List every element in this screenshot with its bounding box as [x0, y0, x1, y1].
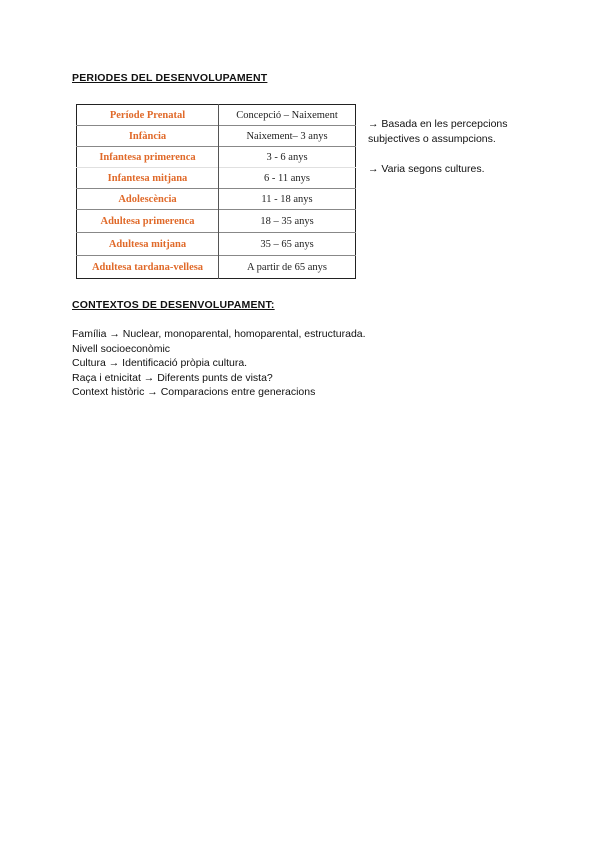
contexts-list — [72, 327, 366, 400]
development-periods-table — [76, 104, 356, 279]
note-subjective: → Basada en les percepcions subjectives o assumpcions. — [368, 118, 508, 145]
period-name: Adolescència — [77, 189, 219, 210]
period-range: 3 - 6 anys — [219, 147, 356, 168]
period-range: Naixement– 3 anys — [219, 126, 356, 147]
table-row — [77, 168, 356, 189]
contexts-heading: CONTEXTOS DE DESENVOLUPAMENT: — [72, 299, 275, 311]
periods-notes — [368, 117, 548, 192]
period-range: A partir de 65 anys — [219, 256, 356, 279]
table-row — [77, 105, 356, 126]
period-range: 35 – 65 anys — [219, 233, 356, 256]
period-name: Període Prenatal — [77, 105, 219, 126]
period-range: 6 - 11 anys — [219, 168, 356, 189]
period-name: Infància — [77, 126, 219, 147]
period-name: Adultesa mitjana — [77, 233, 219, 256]
table-row — [77, 256, 356, 279]
period-range: 18 – 35 anys — [219, 210, 356, 233]
context-line: Nivell socioeconòmic — [72, 342, 171, 355]
period-range: 11 - 18 anys — [219, 189, 356, 210]
table-row — [77, 189, 356, 210]
context-line: Cultura → Identificació pròpia cultura. — [72, 357, 248, 369]
context-line: Context històric → Comparacions entre generacions — [72, 386, 316, 398]
table-row — [77, 210, 356, 233]
context-line: Raça i etnicitat → Diferents punts de vista? — [72, 371, 273, 384]
period-range: Concepció – Naixement — [236, 109, 338, 121]
periods-heading: PERIODES DEL DESENVOLUPAMENT — [72, 72, 268, 84]
context-line: Família → Nuclear, monoparental, homoparental, estructurada. — [72, 328, 366, 340]
table-row — [77, 126, 356, 147]
period-name: Adultesa primerenca — [77, 210, 219, 233]
table-row — [77, 147, 356, 168]
period-name: Adultesa tardana-vellesa — [77, 256, 219, 279]
period-name: Infantesa primerenca — [77, 147, 219, 168]
table-row — [77, 233, 356, 256]
period-name: Infantesa mitjana — [77, 168, 219, 189]
note-cultures: → Varia segons cultures. — [368, 163, 485, 175]
